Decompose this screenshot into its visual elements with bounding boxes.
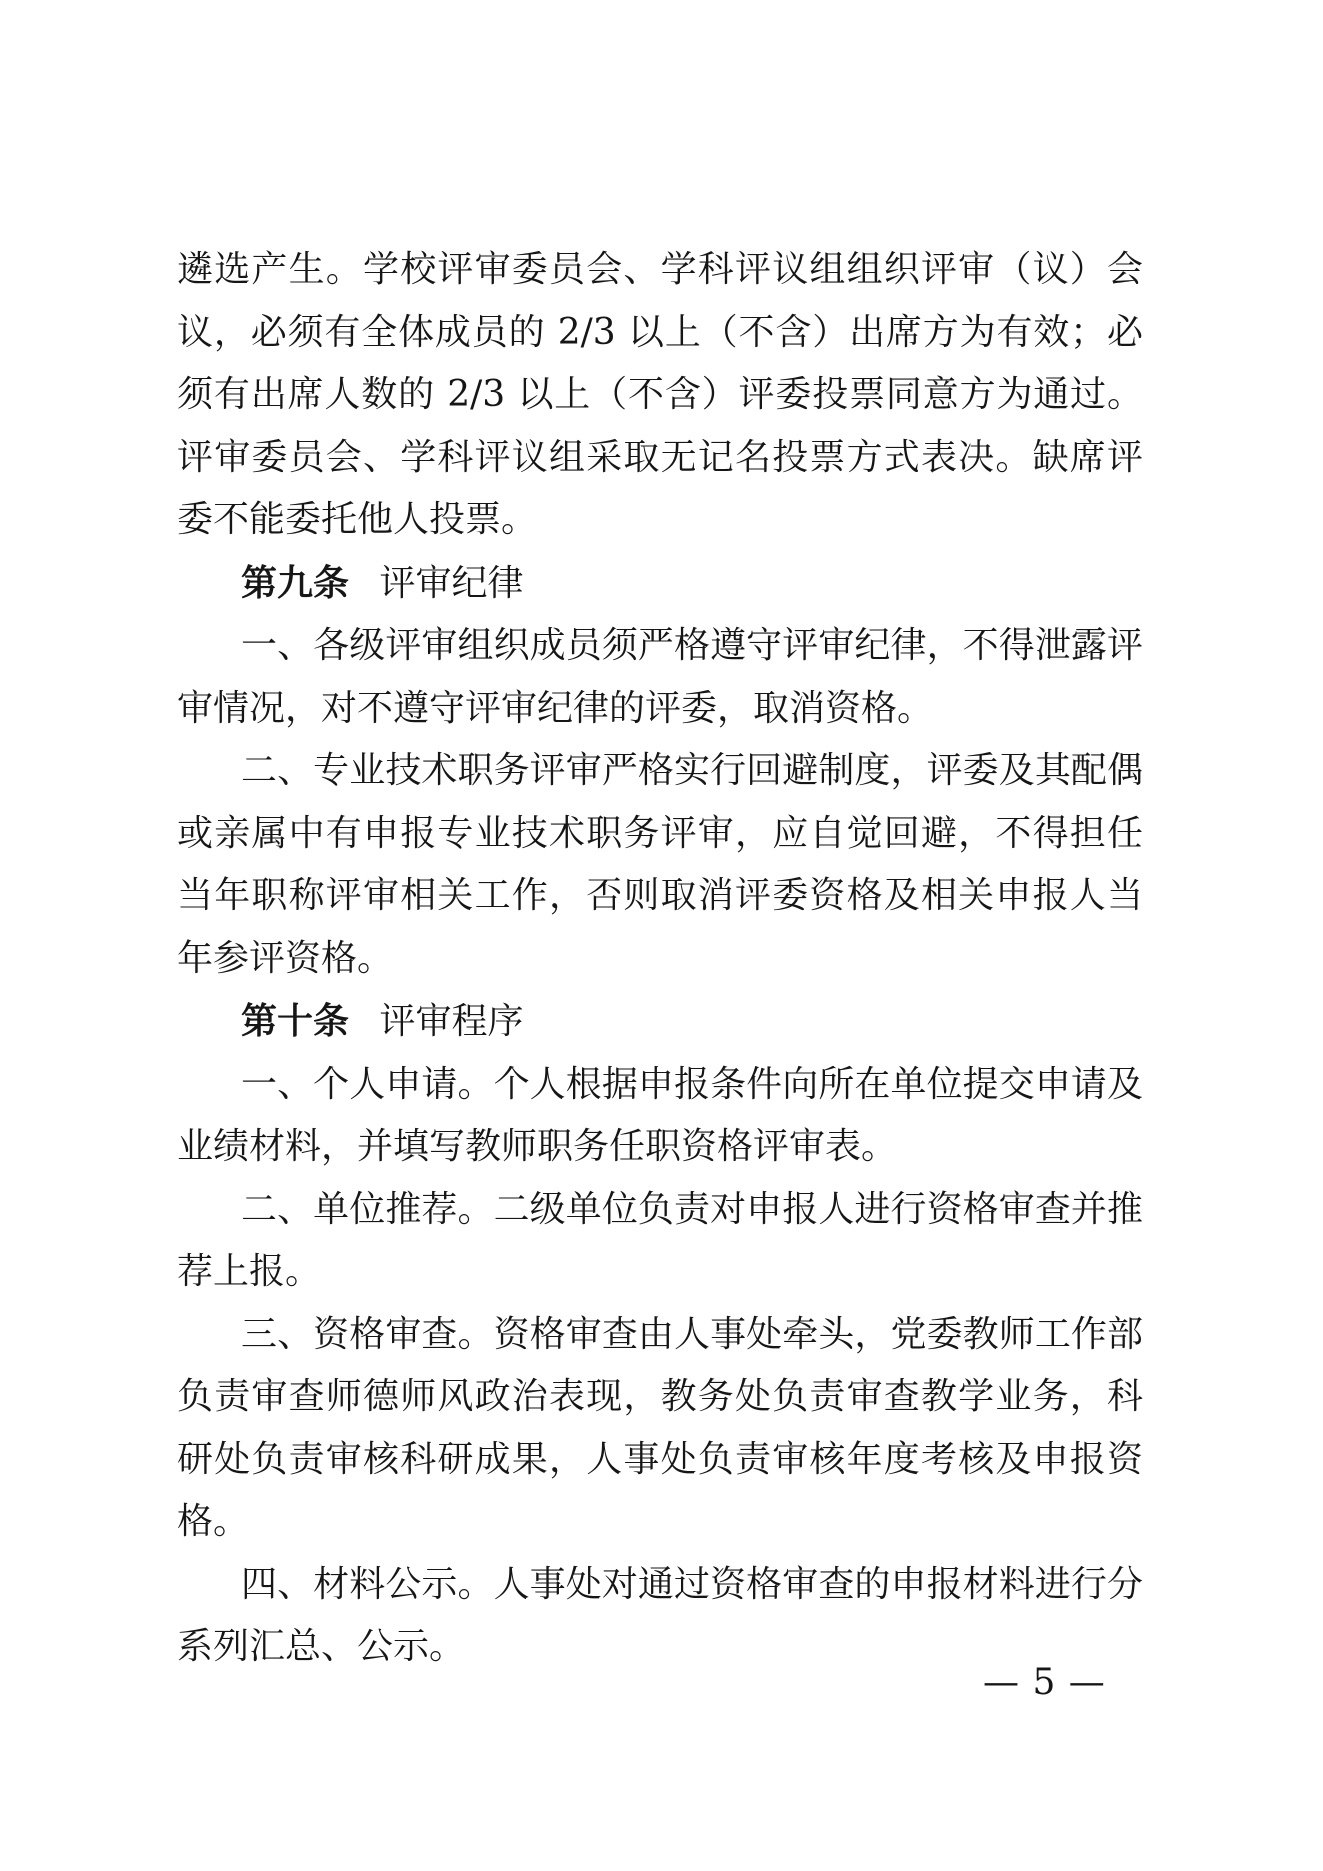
article-9-item-2: 二、专业技术职务评审严格实行回避制度，评委及其配偶或亲属中有申报专业技术职务评审，应自觉回避，不得担任当年职称评审相关工作，否则取消评委资格及相关申报人当年参评资格。 bbox=[177, 750, 1143, 979]
article-10-label: 第十条 bbox=[241, 1000, 350, 1042]
article-9-label: 第九条 bbox=[241, 561, 350, 604]
article-9-heading bbox=[177, 552, 1143, 616]
article-10-item-1: 一、个人申请。个人根据申报条件向所在单位提交申请及业绩材料，并填写教师职务任职资格评审表。 bbox=[177, 1063, 1143, 1167]
article-9-title: 评审纪律 bbox=[379, 562, 524, 604]
article-10-title: 评审程序 bbox=[379, 1001, 524, 1042]
article-9-item-1: 一、各级评审组织成员须严格遵守评审纪律，不得泄露评审情况，对不遵守评审纪律的评委，取消资格。 bbox=[177, 625, 1143, 729]
page-number: — 5 — bbox=[983, 1662, 1106, 1703]
article-10-heading bbox=[177, 990, 1143, 1054]
article-10-item-3: 三、资格审查。资格审查由人事处牵头，党委教师工作部负责审查师德师风政治表现，教务处负责审查教学业务，科研处负责审核科研成果，人事处负责审核年度考核及申报资格。 bbox=[177, 1313, 1143, 1542]
article-10-item-4: 四、材料公示。人事处对通过资格审查的申报材料进行分系列汇总、公示。 bbox=[177, 1563, 1143, 1667]
document-body bbox=[177, 239, 1143, 1679]
article-10-item-2: 二、单位推荐。二级单位负责对申报人进行资格审查并推荐上报。 bbox=[177, 1188, 1143, 1292]
paragraph-continuation: 遴选产生。学校评审委员会、学科评议组组织评审（议）会议，必须有全体成员的 2/3 以上（不含）出席方为有效；必须有出席人数的 2/3 以上（不含）评委投票同意方为通过。评审委员会、学科评议组采取无记名投票方式表决。缺席评委不能委托他人投票。 bbox=[177, 249, 1143, 540]
